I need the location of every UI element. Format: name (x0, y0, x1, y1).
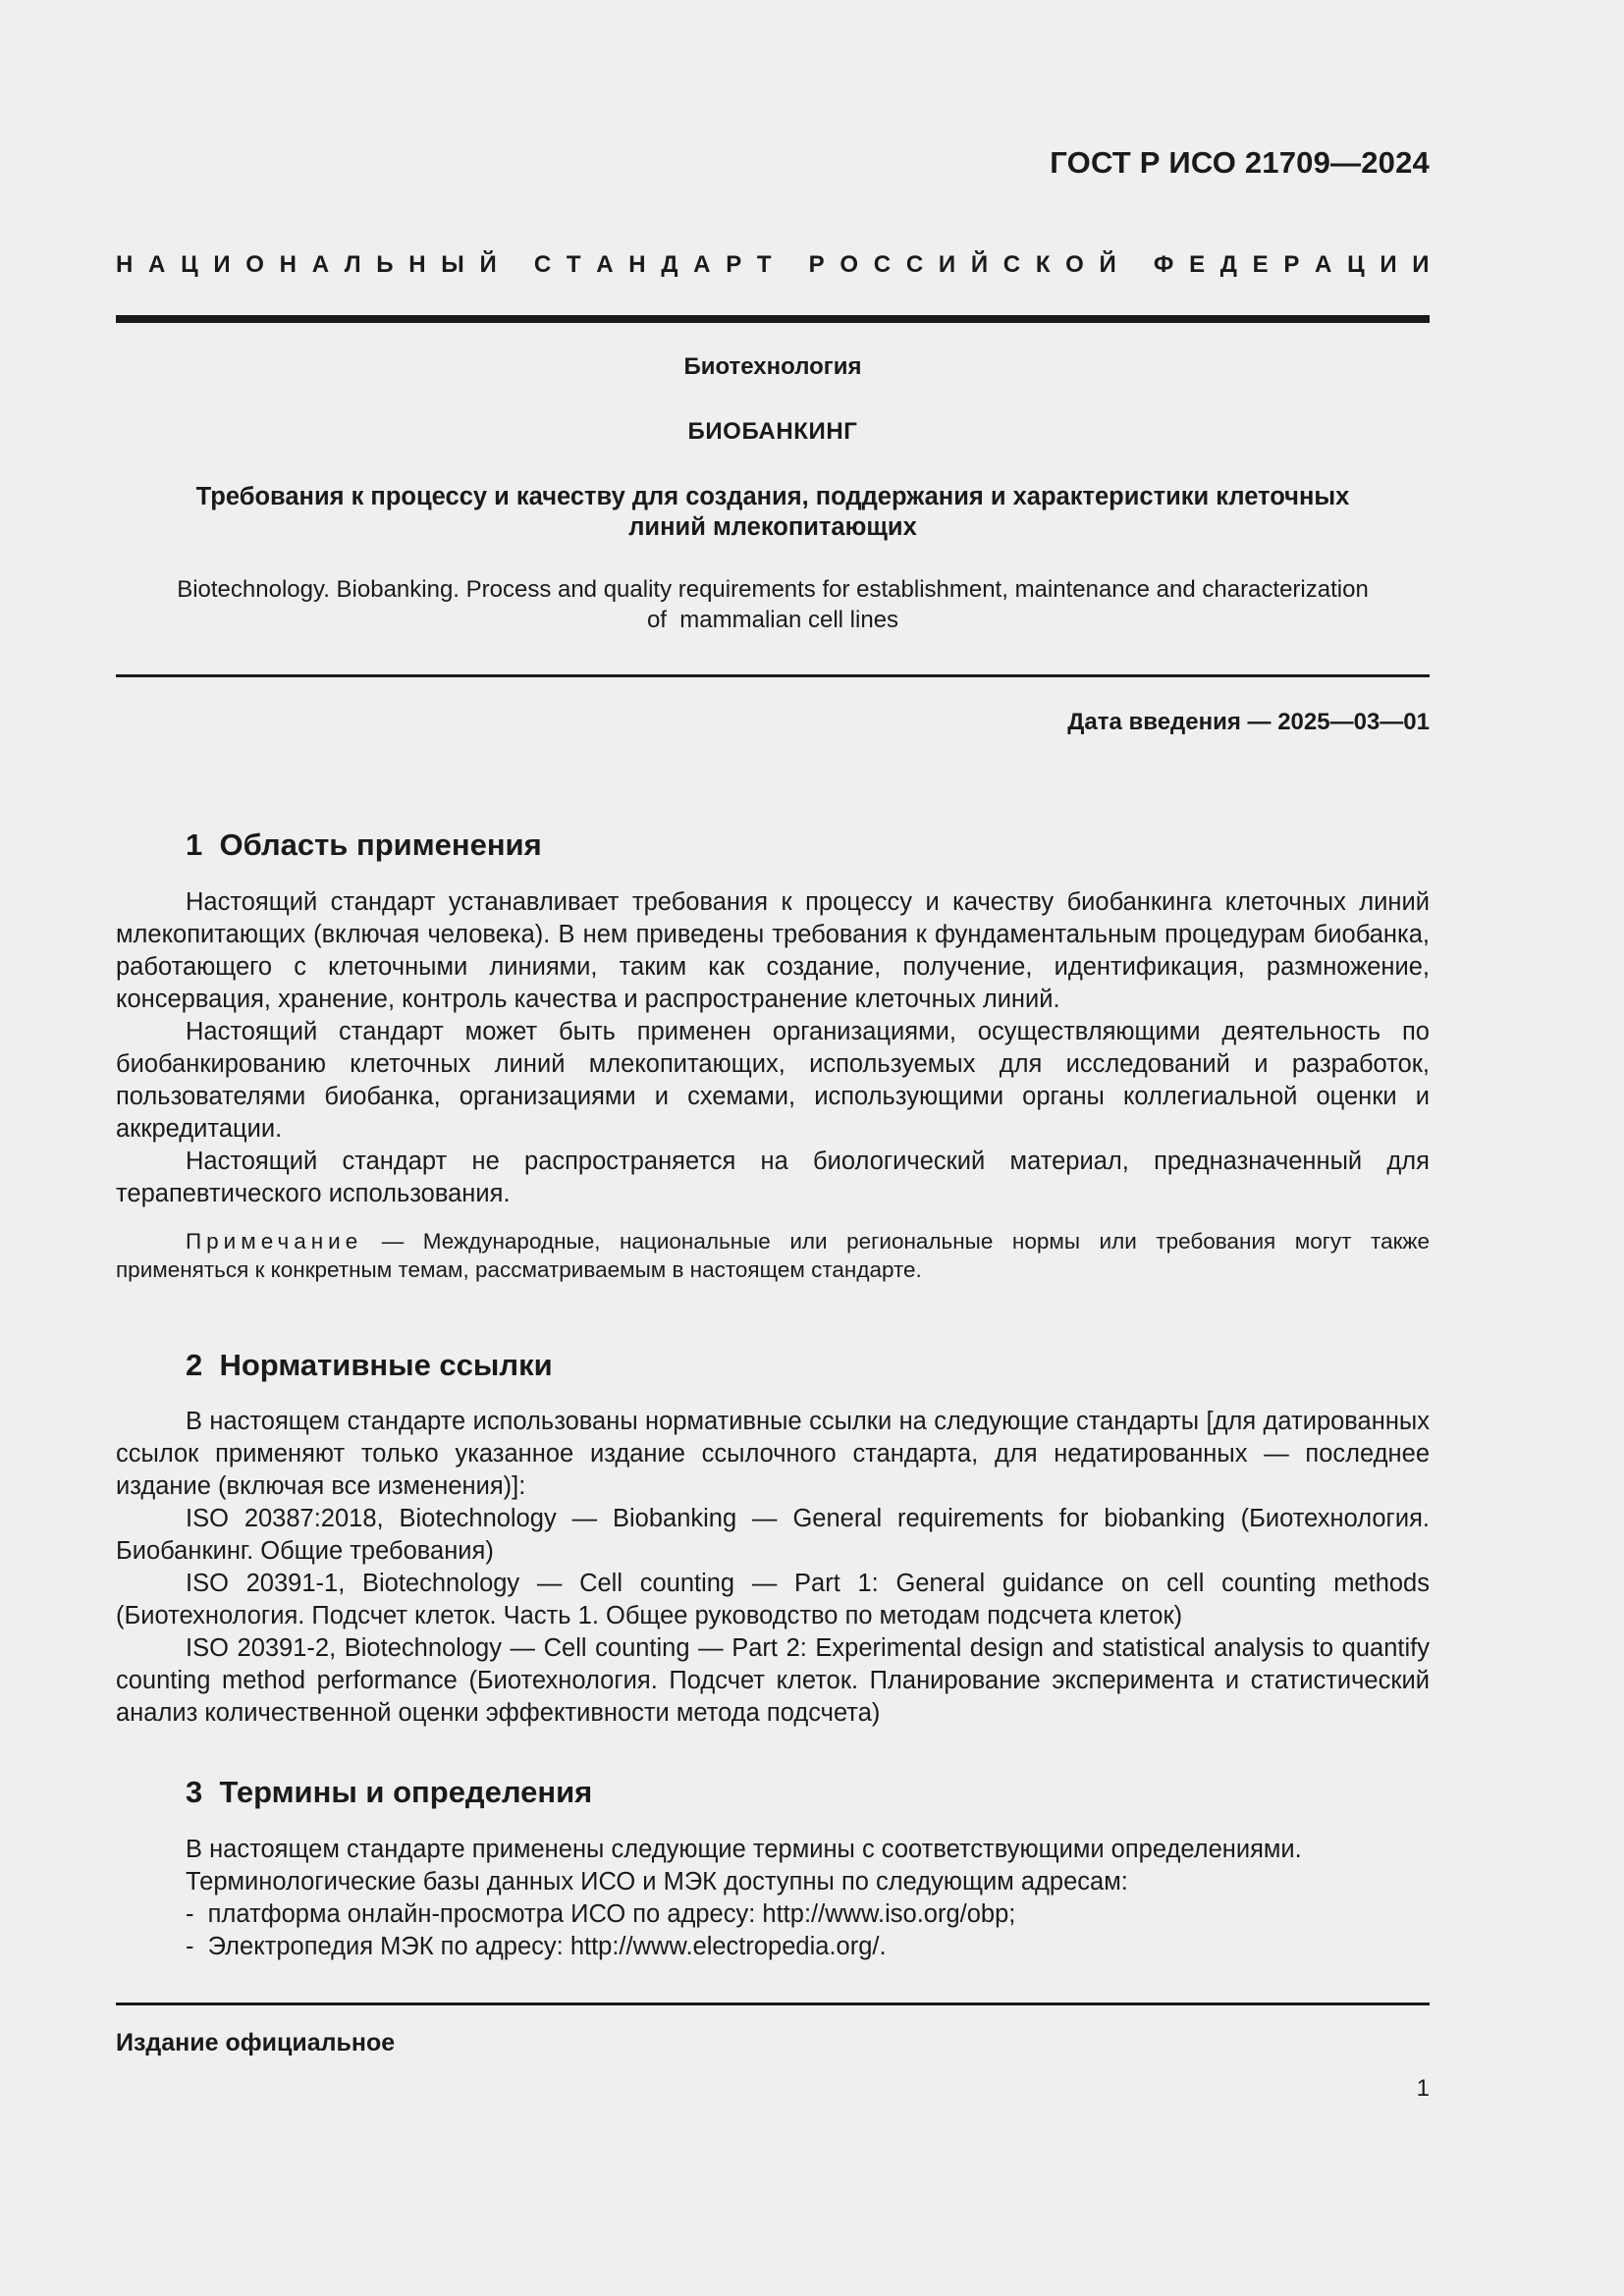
banner-letter: И (1412, 251, 1430, 278)
banner-letter: Ц (181, 251, 198, 278)
banner-letter: С (1002, 251, 1021, 278)
normative-reference-1: ISO 20387:2018, Biotechnology — Biobanking — General requirements for biobanking (Биотехнология. Биобанкинг. Общие требования) (116, 1505, 1430, 1565)
section3-line1: В настоящем стандарте применены следующие термины с соответствующими определениями. (186, 1836, 1302, 1863)
banner-letter: К (1035, 251, 1051, 278)
russian-title (116, 482, 1430, 543)
banner-letter: Н (116, 251, 134, 278)
section3-body (186, 1834, 1430, 1963)
banner-letter: С (533, 251, 552, 278)
russian-title-line1: Требования к процессу и качеству для создания, поддержания и характеристики клеточных (195, 483, 1350, 510)
section1-paragraph3: Настоящий стандарт не распространяется на биологический материал, предназначенный для терапевтического использования. (116, 1148, 1430, 1207)
note-text: — Международные, национальные или региональные нормы или требования могут также применяться к конкретным темам, рассматриваемым в настоящем стандарте. (116, 1229, 1430, 1282)
banner-letter: Й (479, 251, 497, 278)
banner-letter: О (245, 251, 264, 278)
banner-letter: О (839, 251, 859, 278)
normative-reference-2: ISO 20391-1, Biotechnology — Cell counting — Part 1: General guidance on cell counting methods (Биотехнология. Подсчет клеток. Часть 1. Общее руководство по методам подсчета клеток) (116, 1570, 1430, 1629)
note-label: Примечание (186, 1229, 363, 1254)
banner-letter: Ы (441, 251, 464, 278)
banner-letter: Ф (1153, 251, 1174, 278)
banner-letter: И (213, 251, 231, 278)
banner-letter (1132, 251, 1139, 279)
banner-letter: Й (1099, 251, 1116, 278)
normative-reference-3: ISO 20391-2, Biotechnology — Cell counting — Part 2: Experimental design and statistical analysis to quantify counting method performance (Биотехнология. Подсчет клеток. Планирование эксперимента и статистический анализ количественной оценки эффективности метода подсчета) (116, 1634, 1430, 1727)
banner-letter: А (148, 251, 166, 278)
banner-letter: Т (756, 251, 772, 278)
banner-letter (512, 251, 518, 279)
official-edition-label: Издание официальное (116, 2029, 396, 2056)
section2-body (116, 1406, 1430, 1730)
english-title (116, 574, 1430, 635)
title-divider (116, 674, 1430, 677)
subject-title: БИОБАНКИНГ (687, 418, 858, 445)
banner-letter: А (693, 251, 711, 278)
russian-title-line2: линий млекопитающих (628, 513, 917, 541)
banner-letter: Н (408, 251, 426, 278)
banner-letter: Й (970, 251, 989, 278)
standard-number: ГОСТ Р ИСО 21709—2024 (1050, 145, 1430, 180)
section1-body (116, 886, 1430, 1210)
term-database-item-iec: - Электропедия МЭК по адресу: http://www.electropedia.org/. (186, 1933, 887, 1960)
banner-letter (786, 251, 793, 279)
field-title: Биотехнология (683, 353, 862, 380)
section1-paragraph2: Настоящий стандарт может быть применен организациями, осуществляющими деятельность по биобанкированию клеточных линий млекопитающих, используемых для исследований и разработок, пользователями биобанка, организациями и схемами, использующими органы коллегиальной оценки и аккредитации. (116, 1018, 1430, 1143)
banner-letter: О (1065, 251, 1084, 278)
document-page (116, 0, 1430, 2296)
banner-letter: Ц (1347, 251, 1365, 278)
banner-letter: Н (279, 251, 297, 278)
banner-letter: Д (661, 251, 678, 278)
english-title-line2: of mammalian cell lines (646, 607, 899, 633)
banner-letter: Д (1219, 251, 1237, 278)
banner-letter: И (938, 251, 956, 278)
page-number: 1 (1416, 2075, 1430, 2102)
banner-letter: Ь (376, 251, 394, 278)
header-divider (116, 315, 1430, 323)
banner-letter: Р (726, 251, 742, 278)
english-title-line1: Biotechnology. Biobanking. Process and quality requirements for establishment, maintenance and characterization (177, 576, 1369, 603)
banner-letter: Т (566, 251, 581, 278)
section2-heading: 2 Нормативные ссылки (186, 1348, 553, 1382)
term-database-item-iso: - платформа онлайн-просмотра ИСО по адресу: http://www.iso.org/obp; (186, 1900, 1016, 1928)
banner-letter: Л (344, 251, 361, 278)
banner-letter: А (596, 251, 614, 278)
banner-letter: Р (808, 251, 825, 278)
section1-paragraph1: Настоящий стандарт устанавливает требования к процессу и качеству биобанкинга клеточных линий млекопитающих (включая человека). В нем приведены требования к фундаментальным процедурам биобанка, работающего с клеточными линиями, таким как создание, получение, идентификация, размножение, консервация, хранение, контроль качества и распространение клеточных линий. (116, 888, 1430, 1013)
section3-line2: Терминологические базы данных ИСО и МЭК доступны по следующим адресам: (186, 1868, 1128, 1896)
banner-letter: А (1315, 251, 1332, 278)
footer-divider (116, 2002, 1430, 2005)
banner-letter: С (905, 251, 924, 278)
national-standard-banner (116, 251, 1430, 279)
section3-heading: 3 Термины и определения (186, 1775, 593, 1809)
section2-paragraph1: В настоящем стандарте использованы нормативные ссылки на следующие стандарты [для датированных ссылок применяют только указанное издание ссылочного стандарта, для недатированных — последнее издание (включая все изменения)]: (116, 1408, 1430, 1500)
section1-note (116, 1227, 1430, 1284)
banner-letter: А (311, 251, 330, 278)
section1-heading: 1 Область применения (186, 828, 542, 862)
banner-letter: С (873, 251, 892, 278)
introduction-date: Дата введения — 2025—03—01 (1067, 709, 1430, 735)
banner-letter: Н (628, 251, 646, 278)
banner-letter: Р (1283, 251, 1300, 278)
banner-letter: И (1380, 251, 1397, 278)
banner-letter: Е (1252, 251, 1269, 278)
banner-letter: Е (1189, 251, 1206, 278)
